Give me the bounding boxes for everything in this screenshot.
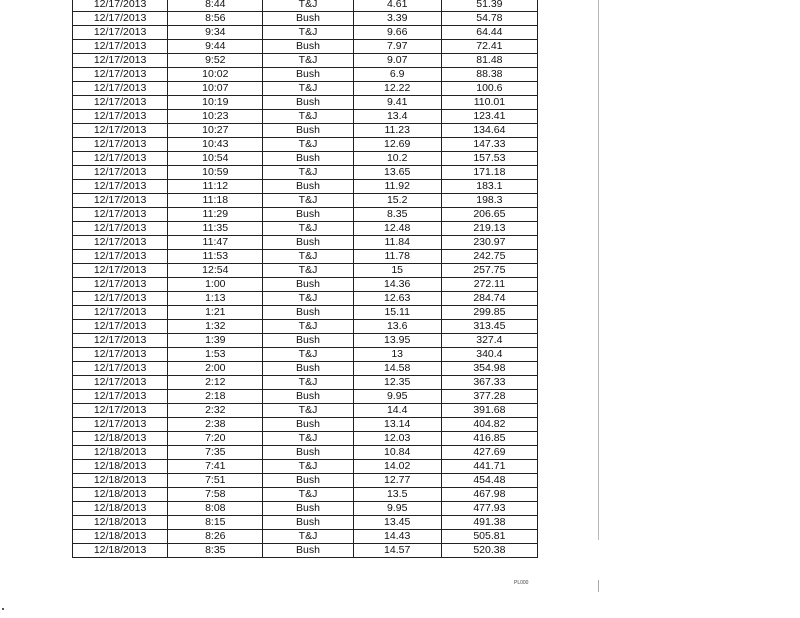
cell-date: 12/18/2013	[73, 488, 168, 502]
cell-candidate: T&J	[263, 166, 353, 180]
cell-total: 441.71	[441, 460, 537, 474]
cell-value: 11.23	[353, 124, 441, 138]
cell-date: 12/17/2013	[73, 12, 168, 26]
cell-time: 9:44	[168, 40, 263, 54]
cell-time: 11:29	[168, 208, 263, 222]
cell-time: 7:58	[168, 488, 263, 502]
cell-total: 219.13	[441, 222, 537, 236]
cell-value: 13.45	[353, 516, 441, 530]
cell-total: 134.64	[441, 124, 537, 138]
table-row	[73, 96, 538, 110]
cell-value: 6.9	[353, 68, 441, 82]
cell-total: 257.75	[441, 264, 537, 278]
cell-candidate: T&J	[263, 222, 353, 236]
table-row	[73, 488, 538, 502]
cell-candidate: T&J	[263, 264, 353, 278]
cell-time: 1:00	[168, 278, 263, 292]
cell-candidate: Bush	[263, 446, 353, 460]
page-mark: PL000	[514, 580, 529, 586]
cell-date: 12/18/2013	[73, 446, 168, 460]
cell-candidate: T&J	[263, 530, 353, 544]
cell-value: 13.14	[353, 418, 441, 432]
cell-date: 12/17/2013	[73, 194, 168, 208]
cell-date: 12/17/2013	[73, 376, 168, 390]
table-row	[73, 334, 538, 348]
cell-time: 11:47	[168, 236, 263, 250]
cell-time: 1:53	[168, 348, 263, 362]
cell-time: 2:12	[168, 376, 263, 390]
cell-value: 12.69	[353, 138, 441, 152]
cell-value: 10.2	[353, 152, 441, 166]
cell-value: 11.92	[353, 180, 441, 194]
cell-date: 12/17/2013	[73, 96, 168, 110]
cell-time: 8:26	[168, 530, 263, 544]
cell-time: 11:18	[168, 194, 263, 208]
cell-candidate: T&J	[263, 376, 353, 390]
cell-time: 8:56	[168, 12, 263, 26]
cell-time: 10:23	[168, 110, 263, 124]
table-row	[73, 390, 538, 404]
cell-total: 284.74	[441, 292, 537, 306]
cell-total: 416.85	[441, 432, 537, 446]
cell-value: 15.2	[353, 194, 441, 208]
cell-date: 12/17/2013	[73, 222, 168, 236]
cell-value: 3.39	[353, 12, 441, 26]
cell-candidate: Bush	[263, 12, 353, 26]
cell-time: 7:51	[168, 474, 263, 488]
table-row	[73, 236, 538, 250]
cell-value: 14.58	[353, 362, 441, 376]
cell-total: 81.48	[441, 54, 537, 68]
cell-total: 123.41	[441, 110, 537, 124]
cell-time: 8:44	[168, 0, 263, 12]
cell-value: 13.65	[353, 166, 441, 180]
cell-value: 11.84	[353, 236, 441, 250]
cell-total: 505.81	[441, 530, 537, 544]
cell-time: 10:27	[168, 124, 263, 138]
cell-date: 12/17/2013	[73, 124, 168, 138]
table-row	[73, 222, 538, 236]
cell-value: 9.95	[353, 502, 441, 516]
cell-date: 12/17/2013	[73, 0, 168, 12]
cell-candidate: T&J	[263, 488, 353, 502]
table-row	[73, 54, 538, 68]
cell-candidate: Bush	[263, 474, 353, 488]
cell-candidate: Bush	[263, 40, 353, 54]
cell-date: 12/17/2013	[73, 152, 168, 166]
cell-date: 12/17/2013	[73, 404, 168, 418]
cell-value: 15.11	[353, 306, 441, 320]
scan-speck	[2, 608, 4, 610]
cell-total: 88.38	[441, 68, 537, 82]
cell-date: 12/17/2013	[73, 348, 168, 362]
cell-time: 10:02	[168, 68, 263, 82]
table-row	[73, 138, 538, 152]
cell-candidate: T&J	[263, 194, 353, 208]
cell-total: 354.98	[441, 362, 537, 376]
cell-candidate: T&J	[263, 460, 353, 474]
cell-time: 10:07	[168, 82, 263, 96]
cell-total: 367.33	[441, 376, 537, 390]
cell-value: 9.41	[353, 96, 441, 110]
cell-time: 8:15	[168, 516, 263, 530]
cell-time: 8:08	[168, 502, 263, 516]
cell-total: 454.48	[441, 474, 537, 488]
cell-value: 12.35	[353, 376, 441, 390]
cell-total: 467.98	[441, 488, 537, 502]
table-row	[73, 502, 538, 516]
cell-value: 13.4	[353, 110, 441, 124]
table-row	[73, 194, 538, 208]
table-row	[73, 544, 538, 558]
cell-total: 72.41	[441, 40, 537, 54]
table-row	[73, 264, 538, 278]
cell-candidate: Bush	[263, 278, 353, 292]
table-row	[73, 152, 538, 166]
cell-date: 12/17/2013	[73, 390, 168, 404]
cell-date: 12/17/2013	[73, 306, 168, 320]
cell-total: 206.65	[441, 208, 537, 222]
cell-candidate: Bush	[263, 418, 353, 432]
table-row	[73, 180, 538, 194]
cell-date: 12/17/2013	[73, 166, 168, 180]
timing-table-body	[73, 0, 538, 558]
cell-date: 12/17/2013	[73, 236, 168, 250]
cell-time: 8:35	[168, 544, 263, 558]
cell-candidate: Bush	[263, 124, 353, 138]
cell-date: 12/18/2013	[73, 544, 168, 558]
cell-time: 7:35	[168, 446, 263, 460]
cell-value: 15	[353, 264, 441, 278]
cell-total: 377.28	[441, 390, 537, 404]
cell-candidate: Bush	[263, 208, 353, 222]
cell-date: 12/18/2013	[73, 530, 168, 544]
table-row	[73, 306, 538, 320]
cell-total: 171.18	[441, 166, 537, 180]
cell-value: 13.5	[353, 488, 441, 502]
cell-time: 1:13	[168, 292, 263, 306]
cell-total: 183.1	[441, 180, 537, 194]
cell-total: 54.78	[441, 12, 537, 26]
cell-value: 14.43	[353, 530, 441, 544]
cell-total: 340.4	[441, 348, 537, 362]
timing-table	[72, 0, 538, 558]
cell-value: 12.22	[353, 82, 441, 96]
table-row	[73, 530, 538, 544]
cell-total: 157.53	[441, 152, 537, 166]
cell-total: 51.39	[441, 0, 537, 12]
cell-date: 12/18/2013	[73, 502, 168, 516]
cell-date: 12/17/2013	[73, 418, 168, 432]
cell-date: 12/17/2013	[73, 138, 168, 152]
cell-total: 242.75	[441, 250, 537, 264]
cell-total: 198.3	[441, 194, 537, 208]
cell-time: 1:21	[168, 306, 263, 320]
cell-candidate: T&J	[263, 82, 353, 96]
cell-candidate: T&J	[263, 54, 353, 68]
cell-value: 8.35	[353, 208, 441, 222]
table-row	[73, 292, 538, 306]
cell-value: 4.61	[353, 0, 441, 12]
table-row	[73, 110, 538, 124]
cell-candidate: Bush	[263, 306, 353, 320]
cell-total: 147.33	[441, 138, 537, 152]
table-row	[73, 348, 538, 362]
cell-value: 7.97	[353, 40, 441, 54]
table-row	[73, 82, 538, 96]
cell-candidate: T&J	[263, 292, 353, 306]
cell-total: 230.97	[441, 236, 537, 250]
cell-candidate: T&J	[263, 404, 353, 418]
table-row	[73, 208, 538, 222]
table-row	[73, 320, 538, 334]
cell-value: 14.02	[353, 460, 441, 474]
cell-time: 11:53	[168, 250, 263, 264]
cell-date: 12/17/2013	[73, 264, 168, 278]
table-row	[73, 166, 538, 180]
cell-value: 14.4	[353, 404, 441, 418]
cell-time: 10:59	[168, 166, 263, 180]
cell-candidate: Bush	[263, 180, 353, 194]
table-row	[73, 68, 538, 82]
table-row	[73, 26, 538, 40]
table-row	[73, 418, 538, 432]
table-row	[73, 40, 538, 54]
cell-candidate: Bush	[263, 390, 353, 404]
cell-candidate: T&J	[263, 26, 353, 40]
cell-total: 427.69	[441, 446, 537, 460]
cell-time: 9:34	[168, 26, 263, 40]
cell-time: 9:52	[168, 54, 263, 68]
cell-candidate: T&J	[263, 348, 353, 362]
cell-value: 12.03	[353, 432, 441, 446]
cell-date: 12/17/2013	[73, 82, 168, 96]
cell-date: 12/17/2013	[73, 40, 168, 54]
table-row	[73, 432, 538, 446]
cell-value: 13.6	[353, 320, 441, 334]
cell-time: 1:32	[168, 320, 263, 334]
cell-time: 12:54	[168, 264, 263, 278]
cell-time: 2:18	[168, 390, 263, 404]
cell-date: 12/18/2013	[73, 516, 168, 530]
cell-total: 64.44	[441, 26, 537, 40]
cell-date: 12/17/2013	[73, 26, 168, 40]
cell-date: 12/17/2013	[73, 334, 168, 348]
cell-total: 491.38	[441, 516, 537, 530]
cell-date: 12/18/2013	[73, 432, 168, 446]
cell-candidate: Bush	[263, 362, 353, 376]
table-row	[73, 474, 538, 488]
cell-date: 12/18/2013	[73, 460, 168, 474]
cell-total: 404.82	[441, 418, 537, 432]
cell-date: 12/17/2013	[73, 292, 168, 306]
scan-speck	[598, 580, 599, 592]
cell-candidate: T&J	[263, 250, 353, 264]
cell-candidate: T&J	[263, 138, 353, 152]
cell-candidate: T&J	[263, 0, 353, 12]
cell-value: 14.57	[353, 544, 441, 558]
cell-date: 12/17/2013	[73, 54, 168, 68]
cell-candidate: Bush	[263, 516, 353, 530]
table-row	[73, 0, 538, 12]
cell-value: 13.95	[353, 334, 441, 348]
cell-candidate: T&J	[263, 110, 353, 124]
table-row	[73, 278, 538, 292]
cell-candidate: Bush	[263, 68, 353, 82]
cell-time: 10:19	[168, 96, 263, 110]
table-row	[73, 362, 538, 376]
cell-candidate: Bush	[263, 502, 353, 516]
cell-value: 9.66	[353, 26, 441, 40]
cell-value: 12.48	[353, 222, 441, 236]
cell-value: 10.84	[353, 446, 441, 460]
cell-date: 12/17/2013	[73, 320, 168, 334]
cell-date: 12/17/2013	[73, 180, 168, 194]
cell-total: 313.45	[441, 320, 537, 334]
table-row	[73, 460, 538, 474]
cell-candidate: Bush	[263, 236, 353, 250]
cell-value: 9.95	[353, 390, 441, 404]
cell-time: 7:20	[168, 432, 263, 446]
table-row	[73, 404, 538, 418]
cell-time: 10:43	[168, 138, 263, 152]
cell-time: 2:32	[168, 404, 263, 418]
table-row	[73, 124, 538, 138]
cell-time: 7:41	[168, 460, 263, 474]
cell-date: 12/17/2013	[73, 278, 168, 292]
cell-value: 12.77	[353, 474, 441, 488]
cell-candidate: T&J	[263, 320, 353, 334]
cell-total: 477.93	[441, 502, 537, 516]
table-row	[73, 446, 538, 460]
cell-total: 327.4	[441, 334, 537, 348]
cell-time: 2:00	[168, 362, 263, 376]
table-row	[73, 376, 538, 390]
cell-total: 272.11	[441, 278, 537, 292]
cell-total: 520.38	[441, 544, 537, 558]
cell-date: 12/17/2013	[73, 68, 168, 82]
cell-date: 12/17/2013	[73, 110, 168, 124]
scan-edge-line	[598, 0, 599, 540]
cell-date: 12/17/2013	[73, 362, 168, 376]
cell-time: 1:39	[168, 334, 263, 348]
cell-value: 14.36	[353, 278, 441, 292]
cell-candidate: T&J	[263, 432, 353, 446]
cell-value: 9.07	[353, 54, 441, 68]
cell-time: 10:54	[168, 152, 263, 166]
cell-date: 12/18/2013	[73, 474, 168, 488]
cell-value: 11.78	[353, 250, 441, 264]
cell-candidate: Bush	[263, 96, 353, 110]
cell-total: 100.6	[441, 82, 537, 96]
cell-candidate: Bush	[263, 334, 353, 348]
table-row	[73, 516, 538, 530]
cell-date: 12/17/2013	[73, 208, 168, 222]
cell-candidate: Bush	[263, 152, 353, 166]
cell-total: 110.01	[441, 96, 537, 110]
cell-value: 13	[353, 348, 441, 362]
table-row	[73, 12, 538, 26]
cell-total: 299.85	[441, 306, 537, 320]
table-row	[73, 250, 538, 264]
cell-value: 12.63	[353, 292, 441, 306]
cell-total: 391.68	[441, 404, 537, 418]
cell-time: 11:12	[168, 180, 263, 194]
cell-time: 11:35	[168, 222, 263, 236]
cell-date: 12/17/2013	[73, 250, 168, 264]
cell-candidate: Bush	[263, 544, 353, 558]
cell-time: 2:38	[168, 418, 263, 432]
